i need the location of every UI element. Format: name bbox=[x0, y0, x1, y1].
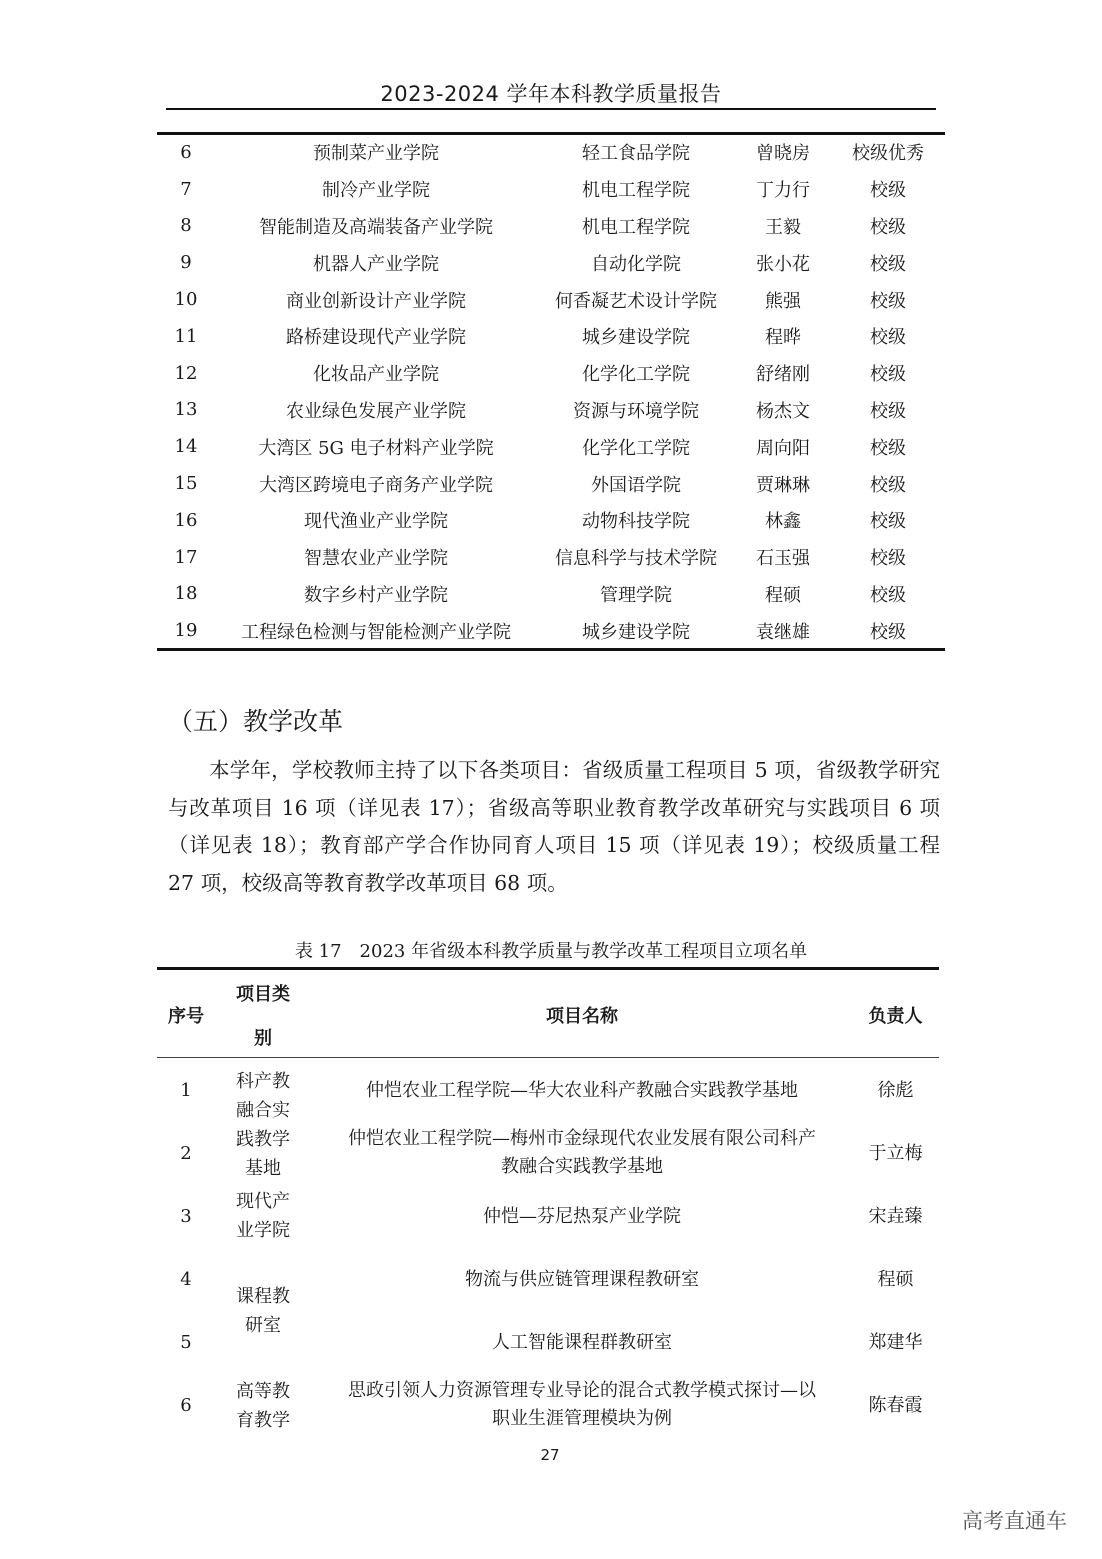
school-name: 城乡建设学院 bbox=[582, 327, 690, 349]
category-cell: 研室 bbox=[245, 1315, 281, 1336]
college-name: 化妆品产业学院 bbox=[313, 364, 439, 386]
row-person: 郑建华 bbox=[868, 1332, 923, 1353]
category-cell: 融合实 bbox=[236, 1100, 290, 1121]
table-row bbox=[157, 318, 945, 355]
school-name: 动物科技学院 bbox=[582, 511, 690, 533]
college-name: 大湾区跨境电子商务产业学院 bbox=[259, 474, 493, 496]
leader-name: 周向阳 bbox=[756, 437, 810, 459]
row-name: 思政引领人力资源管理专业导论的混合式教学模式探讨—以 bbox=[348, 1380, 816, 1401]
college-name: 商业创新设计产业学院 bbox=[286, 290, 466, 312]
level: 校级 bbox=[870, 290, 906, 312]
category-cell: 课程教 bbox=[236, 1286, 290, 1307]
level: 校级 bbox=[870, 400, 906, 422]
row-num: 6 bbox=[180, 1395, 192, 1416]
level: 校级 bbox=[870, 621, 906, 643]
leader-name: 程晔 bbox=[765, 327, 801, 349]
row-person: 宋垚臻 bbox=[868, 1206, 923, 1227]
level: 校级 bbox=[870, 180, 906, 202]
table-row bbox=[157, 612, 945, 649]
row-num: 17 bbox=[174, 546, 198, 568]
table-row bbox=[157, 134, 945, 171]
row-name-line2: 教融合实践教学基地 bbox=[501, 1156, 663, 1177]
leader-name: 杨杰文 bbox=[756, 400, 810, 422]
school-name: 外国语学院 bbox=[591, 474, 681, 496]
row-person: 陈春霞 bbox=[868, 1395, 923, 1416]
table-row bbox=[157, 539, 945, 576]
header-num: 序号 bbox=[168, 1006, 204, 1027]
leader-name: 石玉强 bbox=[756, 548, 810, 570]
row-num: 5 bbox=[180, 1332, 192, 1353]
leader-name: 丁力行 bbox=[756, 180, 810, 202]
level: 校级 bbox=[870, 364, 906, 386]
row-num: 13 bbox=[174, 399, 198, 421]
table-row bbox=[157, 392, 945, 429]
school-name: 城乡建设学院 bbox=[582, 621, 690, 643]
category-cell: 现代产 bbox=[236, 1191, 290, 1212]
row-num: 4 bbox=[180, 1269, 192, 1290]
row-num: 10 bbox=[174, 289, 198, 311]
school-name: 资源与环境学院 bbox=[573, 400, 699, 422]
row-name: 仲恺农业工程学院—华大农业科产教融合实践教学基地 bbox=[366, 1080, 798, 1101]
category-cell: 基地 bbox=[245, 1158, 281, 1179]
row-num: 16 bbox=[174, 509, 198, 531]
row-num: 8 bbox=[180, 215, 192, 237]
table2-caption: 表 17 2023 年省级本科教学质量与教学改革工程项目立项名单 bbox=[294, 941, 808, 962]
level: 校级 bbox=[870, 584, 906, 606]
row-name: 仲恺—芬尼热泵产业学院 bbox=[483, 1206, 681, 1227]
row-person: 程硕 bbox=[877, 1269, 914, 1290]
table-row bbox=[157, 208, 945, 245]
section-paragraph: 本学年，学校教师主持了以下各类项目：省级质量工程项目 5 项，省级教学研究与改革项目 16 项（详见表 17）；省级高等职业教育教学改革研究与实践项目 6 项（详见表 18）；教育部产学合作协同育人项目 15 项（详见表 19）；校级质量工程 27 项，校级高等教育教学改革项目 68 项。 bbox=[168, 758, 940, 895]
section-heading: （五）教学改革 bbox=[168, 707, 344, 736]
level: 校级 bbox=[870, 327, 906, 349]
leader-name: 舒绪刚 bbox=[756, 364, 810, 386]
leader-name: 张小花 bbox=[756, 253, 810, 275]
table2-header-rule bbox=[157, 1057, 939, 1058]
table-row bbox=[157, 428, 945, 465]
school-name: 机电工程学院 bbox=[582, 216, 690, 238]
row-num: 2 bbox=[180, 1143, 192, 1164]
leader-name: 程硕 bbox=[765, 584, 801, 606]
level: 校级 bbox=[870, 253, 906, 275]
category-cell: 育教学 bbox=[236, 1410, 290, 1431]
college-name: 现代渔业产业学院 bbox=[304, 511, 448, 533]
row-person: 徐彪 bbox=[877, 1080, 914, 1101]
category-cell: 科产教 bbox=[236, 1071, 290, 1092]
row-name: 人工智能课程群教研室 bbox=[492, 1332, 672, 1353]
table-row bbox=[157, 502, 945, 539]
watermark: 高考直通车 bbox=[962, 1509, 1067, 1533]
category-cell: 业学院 bbox=[236, 1220, 290, 1241]
report-header-title: 2023-2024 学年本科教学质量报告 bbox=[380, 82, 722, 106]
table-row bbox=[157, 244, 945, 281]
school-name: 自动化学院 bbox=[591, 253, 681, 275]
college-name: 工程绿色检测与智能检测产业学院 bbox=[241, 621, 511, 643]
table-row bbox=[157, 465, 945, 502]
table-row bbox=[157, 355, 945, 392]
level: 校级 bbox=[870, 216, 906, 238]
table1-bottom-rule bbox=[157, 648, 945, 651]
category-cell: 高等教 bbox=[236, 1381, 290, 1402]
header-category-line1: 项目类 bbox=[236, 984, 290, 1005]
table2-top-rule bbox=[157, 967, 939, 970]
row-num: 15 bbox=[174, 473, 198, 495]
school-name: 管理学院 bbox=[600, 584, 672, 606]
row-person: 于立梅 bbox=[868, 1143, 923, 1164]
header-category-line2: 别 bbox=[254, 1028, 272, 1049]
table-row bbox=[157, 281, 945, 318]
school-name: 化学化工学院 bbox=[582, 437, 690, 459]
category-cell: 践教学 bbox=[236, 1129, 290, 1150]
level: 校级 bbox=[870, 474, 906, 496]
row-num: 3 bbox=[180, 1206, 192, 1227]
row-num: 9 bbox=[180, 252, 192, 274]
row-name-line2: 职业生涯管理模块为例 bbox=[492, 1408, 672, 1429]
leader-name: 贾琳琳 bbox=[756, 474, 810, 496]
school-name: 轻工食品学院 bbox=[582, 143, 690, 165]
college-name: 智能制造及高端装备产业学院 bbox=[259, 216, 493, 238]
header-name: 项目名称 bbox=[546, 1006, 618, 1027]
level: 校级 bbox=[870, 437, 906, 459]
school-name: 机电工程学院 bbox=[582, 180, 690, 202]
leader-name: 王毅 bbox=[765, 216, 801, 238]
level: 校级优秀 bbox=[852, 143, 924, 165]
row-num: 12 bbox=[174, 362, 198, 384]
college-name: 预制菜产业学院 bbox=[313, 143, 439, 165]
page-number: 27 bbox=[540, 1446, 560, 1464]
college-name: 农业绿色发展产业学院 bbox=[286, 400, 466, 422]
leader-name: 林鑫 bbox=[765, 511, 801, 533]
school-name: 化学化工学院 bbox=[582, 364, 690, 386]
college-name: 制冷产业学院 bbox=[322, 180, 430, 202]
college-name: 数字乡村产业学院 bbox=[304, 584, 448, 606]
table-row bbox=[157, 171, 945, 208]
header-person: 负责人 bbox=[868, 1006, 923, 1027]
row-name: 物流与供应链管理课程教研室 bbox=[465, 1269, 699, 1290]
table-row bbox=[157, 576, 945, 613]
row-num: 1 bbox=[180, 1080, 192, 1101]
row-num: 7 bbox=[180, 178, 192, 200]
level: 校级 bbox=[870, 548, 906, 570]
college-name: 大湾区 5G 电子材料产业学院 bbox=[258, 437, 494, 459]
leader-name: 熊强 bbox=[765, 290, 801, 312]
row-num: 18 bbox=[174, 583, 198, 605]
school-name: 何香凝艺术设计学院 bbox=[555, 290, 717, 312]
row-num: 19 bbox=[174, 620, 198, 642]
college-name: 智慧农业产业学院 bbox=[304, 548, 448, 570]
leader-name: 曾晓房 bbox=[756, 143, 810, 165]
school-name: 信息科学与技术学院 bbox=[555, 548, 717, 570]
row-name: 仲恺农业工程学院—梅州市金绿现代农业发展有限公司科产 bbox=[348, 1128, 816, 1149]
header-rule bbox=[166, 108, 936, 110]
row-num: 6 bbox=[180, 141, 192, 163]
industry-college-table bbox=[157, 134, 945, 649]
row-num: 11 bbox=[174, 325, 198, 347]
college-name: 路桥建设现代产业学院 bbox=[286, 327, 466, 349]
college-name: 机器人产业学院 bbox=[313, 253, 439, 275]
leader-name: 袁继雄 bbox=[756, 621, 810, 643]
level: 校级 bbox=[870, 511, 906, 533]
row-num: 14 bbox=[174, 436, 198, 458]
